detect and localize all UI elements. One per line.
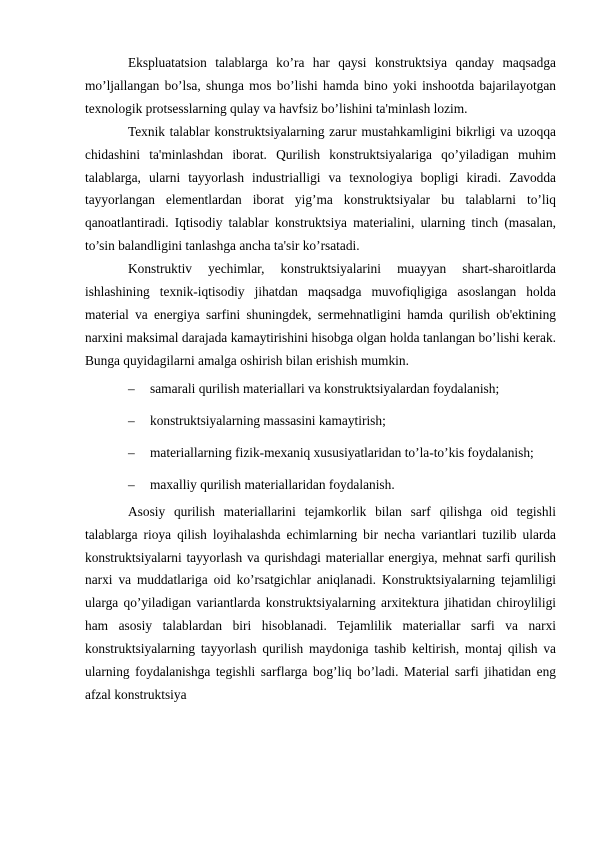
paragraph-texnik-talablar: Texnik talablar konstruktsiyalarning zarur mustahkamligini bikrligi va uzoqqa chidashini ta'minlashdan iborat. Qurilish konstruktsiyalariga qo’yiladigan muhim talablarga, ularni tayyorlash industrialligi va texnologiya bopligi kiradi. Zavodda tayyorlangan elementlardan iborat yig’ma konstruktsiyalar bu talablarni to’liq qanoatlantiradi. Iqtisodiy talablar konstruktsiya materialini, ularning tinch (masalan, to’sin balandligini tanlashga ancha ta'sir ko’rsatadi. xyxy=(85,123,556,254)
paragraph-konstruktiv-yechimlar: Konstruktiv yechimlar, konstruktsiyalarini muayyan shart-sharoitlarda ishlashining texnik-iqtisodiy jihatdan maqsadga muvofiqligiga asoslangan holda material va energiya sarfini shuningdek, sermehnatligini hamda qurilish ob'ektining narxini maksimal darajada kamaytirishini hisobga olgan holda tanlangan bo’lishi kerak. Bunga quyidagilarni amalga oshirish bilan erishish mumkin. xyxy=(85,261,556,368)
list-item-text: materiallarning fizik-mexaniq xususiyatlaridan to’la-to’kis foydalanish; xyxy=(150,444,534,460)
list-dash: – xyxy=(128,380,135,396)
list-dash: – xyxy=(128,476,135,492)
list-item-text: maxalliy qurilish materiallaridan foydalanish. xyxy=(150,476,395,492)
list-item xyxy=(85,405,556,437)
list-item xyxy=(85,437,556,469)
list-item-text: konstruktsiyalarning massasini kamaytirish; xyxy=(150,412,386,428)
paragraph-asosiy-qurilish: Asosiy qurilish materiallarini tejamkorlik bilan sarf qilishga oid tegishli talablarga rioya qilish loyihalashda echimlarning bir necha variantlari tuzilib ularda konstruktsiyalarni tayyorlash va qurishdagi materiallar energiya, mehnat sarfi qurilish narxi va muddatlariga oid ko’rsatgichlar aniqlanadi. Konstruktsiyalarning tejamliligi ularga qo’yiladigan variantlarda konstruktsiyalarning arxitektura jihatidan chiroyliligi ham asosiy talablardan biri hisoblanadi. Tejamlilik materiallar sarfi va narxi konstruktsiyalarning tayyorlash qurilish maydoniga tashib keltirish, montaj qilish va ularning foydalanishga tegishli sarflarga bog’liq bo’ladi. Material sarfi jihatidan eng afzal konstruktsiya xyxy=(85,503,556,702)
list-item xyxy=(85,373,556,405)
list-item xyxy=(85,469,556,501)
paragraph-ekspluatatsion: Ekspluatatsion talablarga ko’ra har qaysi konstruktsiya qanday maqsadga mo’ljallangan bo’lsa, shunga mos bo’lishi hamda bino yoki inshootda bajarilayotgan texnologik protsesslarning qulay va havfsiz bo’lishini ta'minlash lozim. xyxy=(85,55,556,116)
list-item-text: samarali qurilish materiallari va konstruktsiyalardan foydalanish; xyxy=(150,380,500,396)
list-dash: – xyxy=(128,412,135,428)
requirements-list xyxy=(85,373,556,501)
list-dash: – xyxy=(128,444,135,460)
document-body xyxy=(85,52,556,707)
